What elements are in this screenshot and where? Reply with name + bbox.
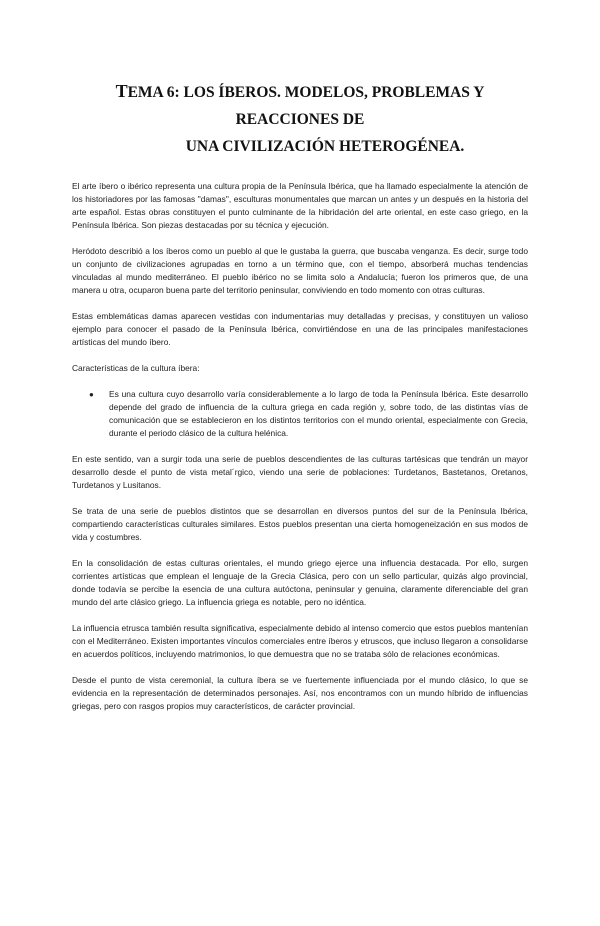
paragraph: Heródoto describió a los íberos como un pueblo al que le gustaba la guerra, que buscaba venganza. Es decir, surge todo un conjunto de civilizaciones agrupadas en torno a un término que, con el tiempo, absorberá muchas tendencias vinculadas al mundo mediterráneo. El pueblo ibérico no se limita solo a Andalucía; fueron los primeros que, de una manera u otra, ocuparon buena parte del territorio peninsular, conviviendo en todo momento con otras culturas. bbox=[72, 246, 528, 295]
bullet-icon: ● bbox=[89, 390, 94, 399]
list-item-text: Es una cultura cuyo desarrollo varía considerablemente a lo largo de toda la Península Ibérica. Este desarrollo depende del grado de influencia de la cultura griega en cada región y, sobre todo, de las distintas vías de comunicación que se establecieron en los distintos territorios con el mundo oriental, especialmente con Grecia, durante el periodo clásico de la cultura helénica. bbox=[109, 389, 528, 438]
paragraph: En la consolidación de estas culturas orientales, el mundo griego ejerce una influencia destacada. Por ello, surgen corrientes artísticas que emplean el lenguaje de la Grecia Clásica, pero con un sello particular, quizás algo provincial, donde todavía se percibe la esencia de una cultura autóctona, peninsular y genuina, claramente diferenciable del gran mundo del arte clásico griego. La influencia griega es notable, pero no idéntica. bbox=[72, 558, 528, 607]
paragraph: El arte íbero o ibérico representa una cultura propia de la Península Ibérica, que ha llamado especialmente la atención de los historiadores por las famosas "damas", esculturas monumentales que marcan un antes y un después en la historia del arte español. Estas obras constituyen el punto culminante de la hibridación del arte oriental, en este caso griego, en la Península Ibérica. Son piezas destacadas por su técnica y ejecución. bbox=[72, 181, 528, 230]
paragraph: La influencia etrusca también resulta significativa, especialmente debido al intenso comercio que estos pueblos mantenían con el Mediterráneo. Existen importantes vínculos comerciales entre íberos y etruscos, que incluso llegaron a consolidarse en acuerdos políticos, incluyendo matrimonios, lo que demuestra que no se trataba sólo de relaciones económicas. bbox=[72, 623, 528, 659]
title-first-letter: T bbox=[115, 81, 128, 101]
paragraph: Desde el punto de vista ceremonial, la cultura íbera se ve fuertemente influenciada por el mundo clásico, lo que se evidencia en la representación de determinados personajes. Así, nos encontramos con un mundo híbrido de influencias griegas, pero con rasgos propios muy característicos, de carácter provincial. bbox=[72, 675, 528, 711]
page-title bbox=[72, 78, 528, 160]
paragraph: En este sentido, van a surgir toda una serie de pueblos descendientes de las culturas tartésicas que tendrán un mayor desarrollo desde el punto de vista metal´rgico, viendo una serie de poblaciones: Turdetanos, Bastetanos, Oretanos, Turdetanos y Lusitanos. bbox=[72, 454, 528, 490]
bullet-list bbox=[72, 388, 528, 440]
title-line-1: EMA 6: LOS ÍBEROS. MODELOS, PROBLEMAS Y REACCIONES DE bbox=[127, 84, 485, 128]
document-page bbox=[0, 78, 600, 926]
section-subheading: Características de la cultura íbera: bbox=[72, 363, 200, 373]
list-item bbox=[72, 388, 528, 440]
title-line-2: UNA CIVILIZACIÓN HETEROGÉNEA. bbox=[185, 138, 465, 155]
paragraph: Estas emblemáticas damas aparecen vestidas con indumentarias muy detalladas y precisas, y constituyen un valioso ejemplo para conocer el pasado de la Península Ibérica, convirtiéndose en una de las principales manifestaciones artísticas del mundo íbero. bbox=[72, 311, 528, 347]
paragraph: Se trata de una serie de pueblos distintos que se desarrollan en diversos puntos del sur de la Península Ibérica, compartiendo características culturales similares. Estos pueblos presentan una cierta homogeneización en sus modos de vida y costumbres. bbox=[72, 506, 528, 542]
